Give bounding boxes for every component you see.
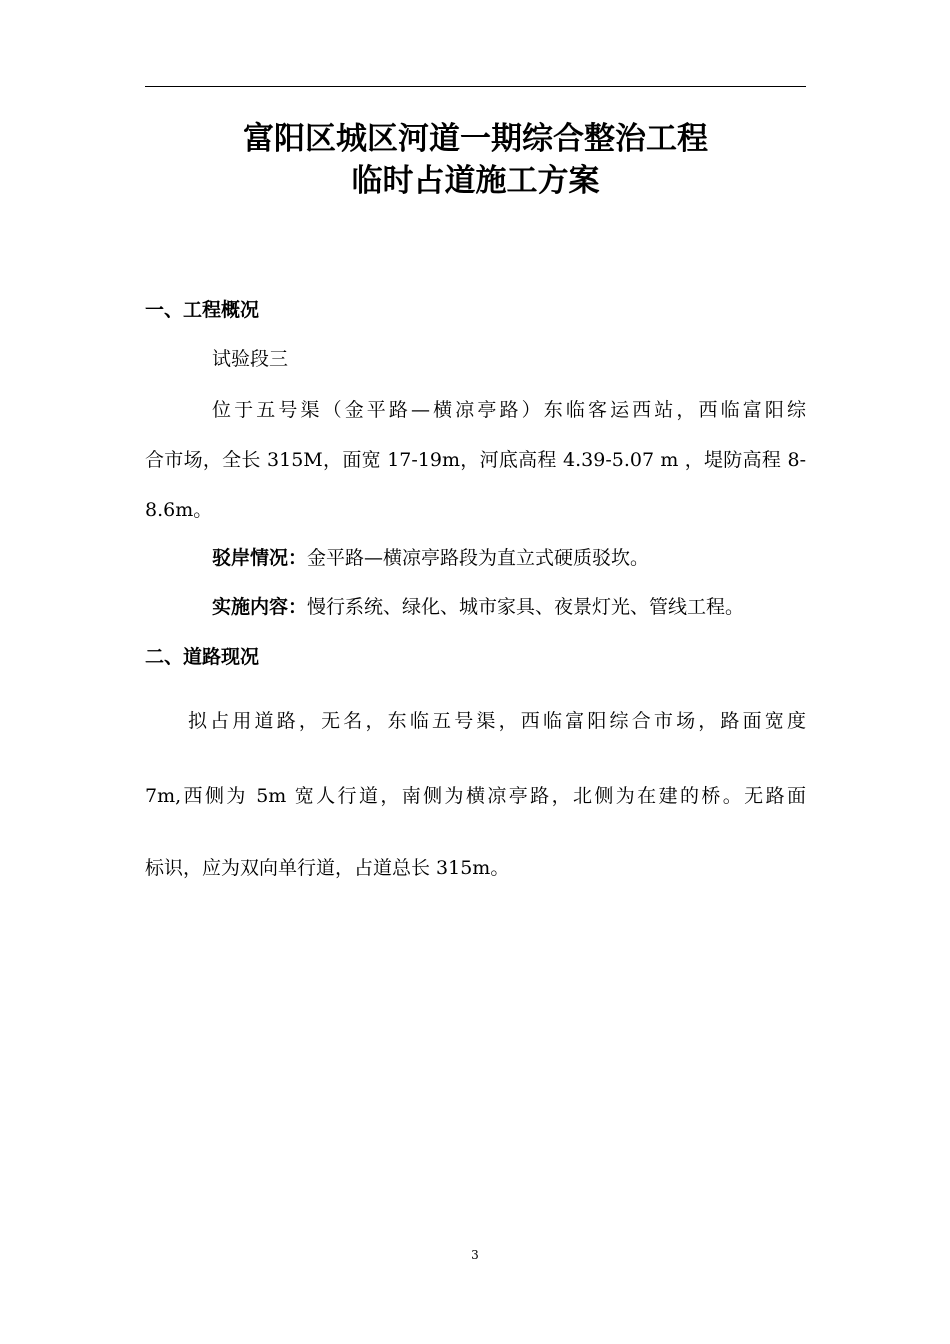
overview-paragraph-line-1: 位于五号渠（金平路—横凉亭路）东临客运西站，西临富阳综	[212, 399, 806, 421]
header-rule	[145, 86, 806, 87]
revetment-paragraph	[212, 545, 649, 571]
content-label: 实施内容：	[212, 596, 308, 618]
document-title: 富阳区城区河道一期综合整治工程	[243, 121, 708, 157]
section-heading-overview: 一、工程概况	[145, 299, 260, 321]
road-paragraph-line-3: 标识，应为双向单行道，占道总长 315m。	[145, 857, 510, 879]
content-paragraph	[212, 594, 744, 620]
content-text: 慢行系统、绿化、城市家具、夜景灯光、管线工程。	[307, 596, 745, 618]
section-heading-road-status: 二、道路现况	[145, 646, 260, 668]
road-paragraph-line-2: 7m,西侧为 5m 宽人行道，南侧为横凉亭路，北侧为在建的桥。无路面	[145, 785, 806, 807]
document-subtitle: 临时占道施工方案	[351, 163, 600, 199]
overview-paragraph-line-3: 8.6m。	[145, 499, 213, 521]
page-number: 3	[471, 1248, 479, 1262]
road-paragraph-line-1: 拟占用道路，无名，东临五号渠，西临富阳综合市场，路面宽度	[188, 710, 806, 732]
revetment-label: 驳岸情况：	[212, 547, 308, 569]
revetment-text: 金平路—横凉亭路段为直立式硬质驳坎。	[307, 547, 650, 569]
overview-paragraph-line-2: 合市场，全长 315M，面宽 17-19m，河底高程 4.39-5.07 m ，堤防高程 8-	[145, 449, 806, 471]
test-section-label: 试验段三	[212, 348, 289, 370]
